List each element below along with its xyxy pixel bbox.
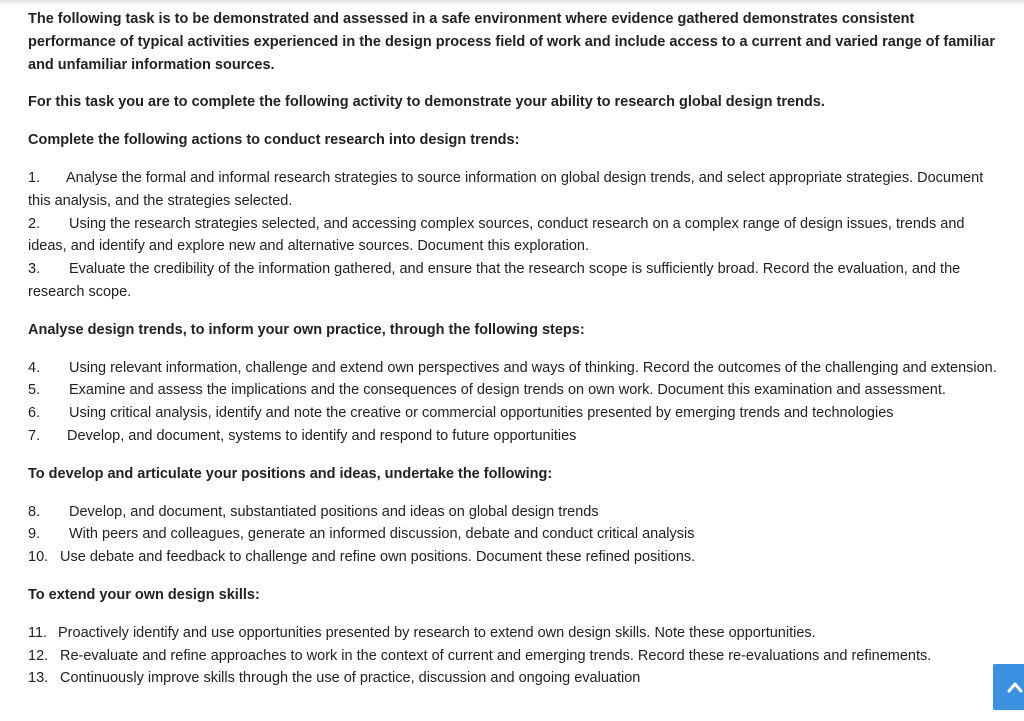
item-number: 10. bbox=[28, 549, 49, 566]
list-item bbox=[28, 167, 1003, 213]
item-text: Proactively identify and use opportunities presented by research to extend own design skills. Note these opportunities. bbox=[58, 624, 816, 641]
list-item bbox=[28, 645, 1003, 668]
item-number: 1. bbox=[28, 169, 41, 186]
item-number: 8. bbox=[28, 503, 41, 520]
list-analyse bbox=[28, 357, 1003, 448]
item-number: 5. bbox=[28, 382, 41, 399]
document-body bbox=[28, 8, 1003, 690]
item-number: 9. bbox=[28, 526, 41, 543]
list-research bbox=[28, 167, 1003, 304]
item-text: Using the research strategies selected, and accessing complex sources, conduct research on a complex range of design issues, trends and ideas, and identify and explore new and alternative sources. Document this exploration. bbox=[28, 215, 965, 255]
list-item bbox=[28, 622, 1003, 645]
item-number: 4. bbox=[28, 359, 41, 376]
list-item bbox=[28, 546, 1003, 569]
item-text: Evaluate the credibility of the information gathered, and ensure that the research scope is sufficiently broad. Record the evaluation, and the research scope. bbox=[28, 261, 961, 300]
item-number: 11. bbox=[28, 624, 48, 641]
list-item bbox=[28, 402, 1003, 425]
item-text: Using relevant information, challenge and extend own perspectives and ways of thinking. Record the outcomes of the challenging and extension. bbox=[69, 359, 997, 376]
list-extend bbox=[28, 622, 1003, 690]
item-text: Re-evaluate and refine approaches to work in the context of current and emerging trends. Record these re-evaluations and refinements. bbox=[60, 647, 932, 664]
item-text: Analyse the formal and informal research strategies to source information on global design trends, and select appropriate strategies. Document this analysis, and the strategies selected. bbox=[28, 169, 984, 209]
section-heading-develop: To develop and articulate your positions and ideas, undertake the following: bbox=[28, 465, 553, 482]
item-number: 2. bbox=[28, 215, 41, 232]
intro-paragraph: The following task is to be demonstrated and assessed in a safe environment where evidence gathered demonstrates consistent performance of typical activities experienced in the design process field of work and include access to a current and varied range of familiar and unfamiliar information sources. bbox=[28, 11, 995, 73]
item-text: With peers and colleagues, generate an informed discussion, debate and conduct critical analysis bbox=[69, 526, 695, 543]
task-statement: For this task you are to complete the following activity to demonstrate your ability to research global design trends. bbox=[28, 94, 825, 111]
list-item bbox=[28, 501, 1003, 524]
list-item bbox=[28, 523, 1003, 546]
list-item bbox=[28, 667, 1003, 690]
chevron-up-icon bbox=[1007, 681, 1023, 693]
item-number: 13. bbox=[28, 670, 49, 687]
list-item bbox=[28, 213, 1003, 259]
section-heading-extend: To extend your own design skills: bbox=[28, 586, 260, 603]
item-text: Develop, and document, systems to identify and respond to future opportunities bbox=[67, 427, 577, 444]
list-item bbox=[28, 425, 1003, 448]
section-heading-research: Complete the following actions to conduct research into design trends: bbox=[28, 132, 520, 149]
section-heading-analyse: Analyse design trends, to inform your own practice, through the following steps: bbox=[28, 321, 585, 338]
item-number: 6. bbox=[28, 405, 41, 422]
item-number: 12. bbox=[28, 647, 49, 664]
list-item bbox=[28, 258, 1003, 304]
item-number: 3. bbox=[28, 261, 41, 278]
list-develop bbox=[28, 501, 1003, 569]
item-text: Use debate and feedback to challenge and refine own positions. Document these refined positions. bbox=[60, 549, 696, 566]
item-text: Continuously improve skills through the use of practice, discussion and ongoing evaluation bbox=[60, 670, 641, 687]
item-text: Examine and assess the implications and the consequences of design trends on own work. Document this examination and assessment. bbox=[69, 382, 946, 399]
list-item bbox=[28, 379, 1003, 402]
item-text: Develop, and document, substantiated positions and ideas on global design trends bbox=[69, 503, 599, 520]
scroll-to-top-button[interactable] bbox=[993, 664, 1024, 710]
item-text: Using critical analysis, identify and note the creative or commercial opportunities presented by emerging trends and technologies bbox=[69, 405, 894, 422]
item-number: 7. bbox=[28, 427, 41, 444]
list-item bbox=[28, 357, 1003, 380]
top-shadow bbox=[0, 0, 1024, 6]
